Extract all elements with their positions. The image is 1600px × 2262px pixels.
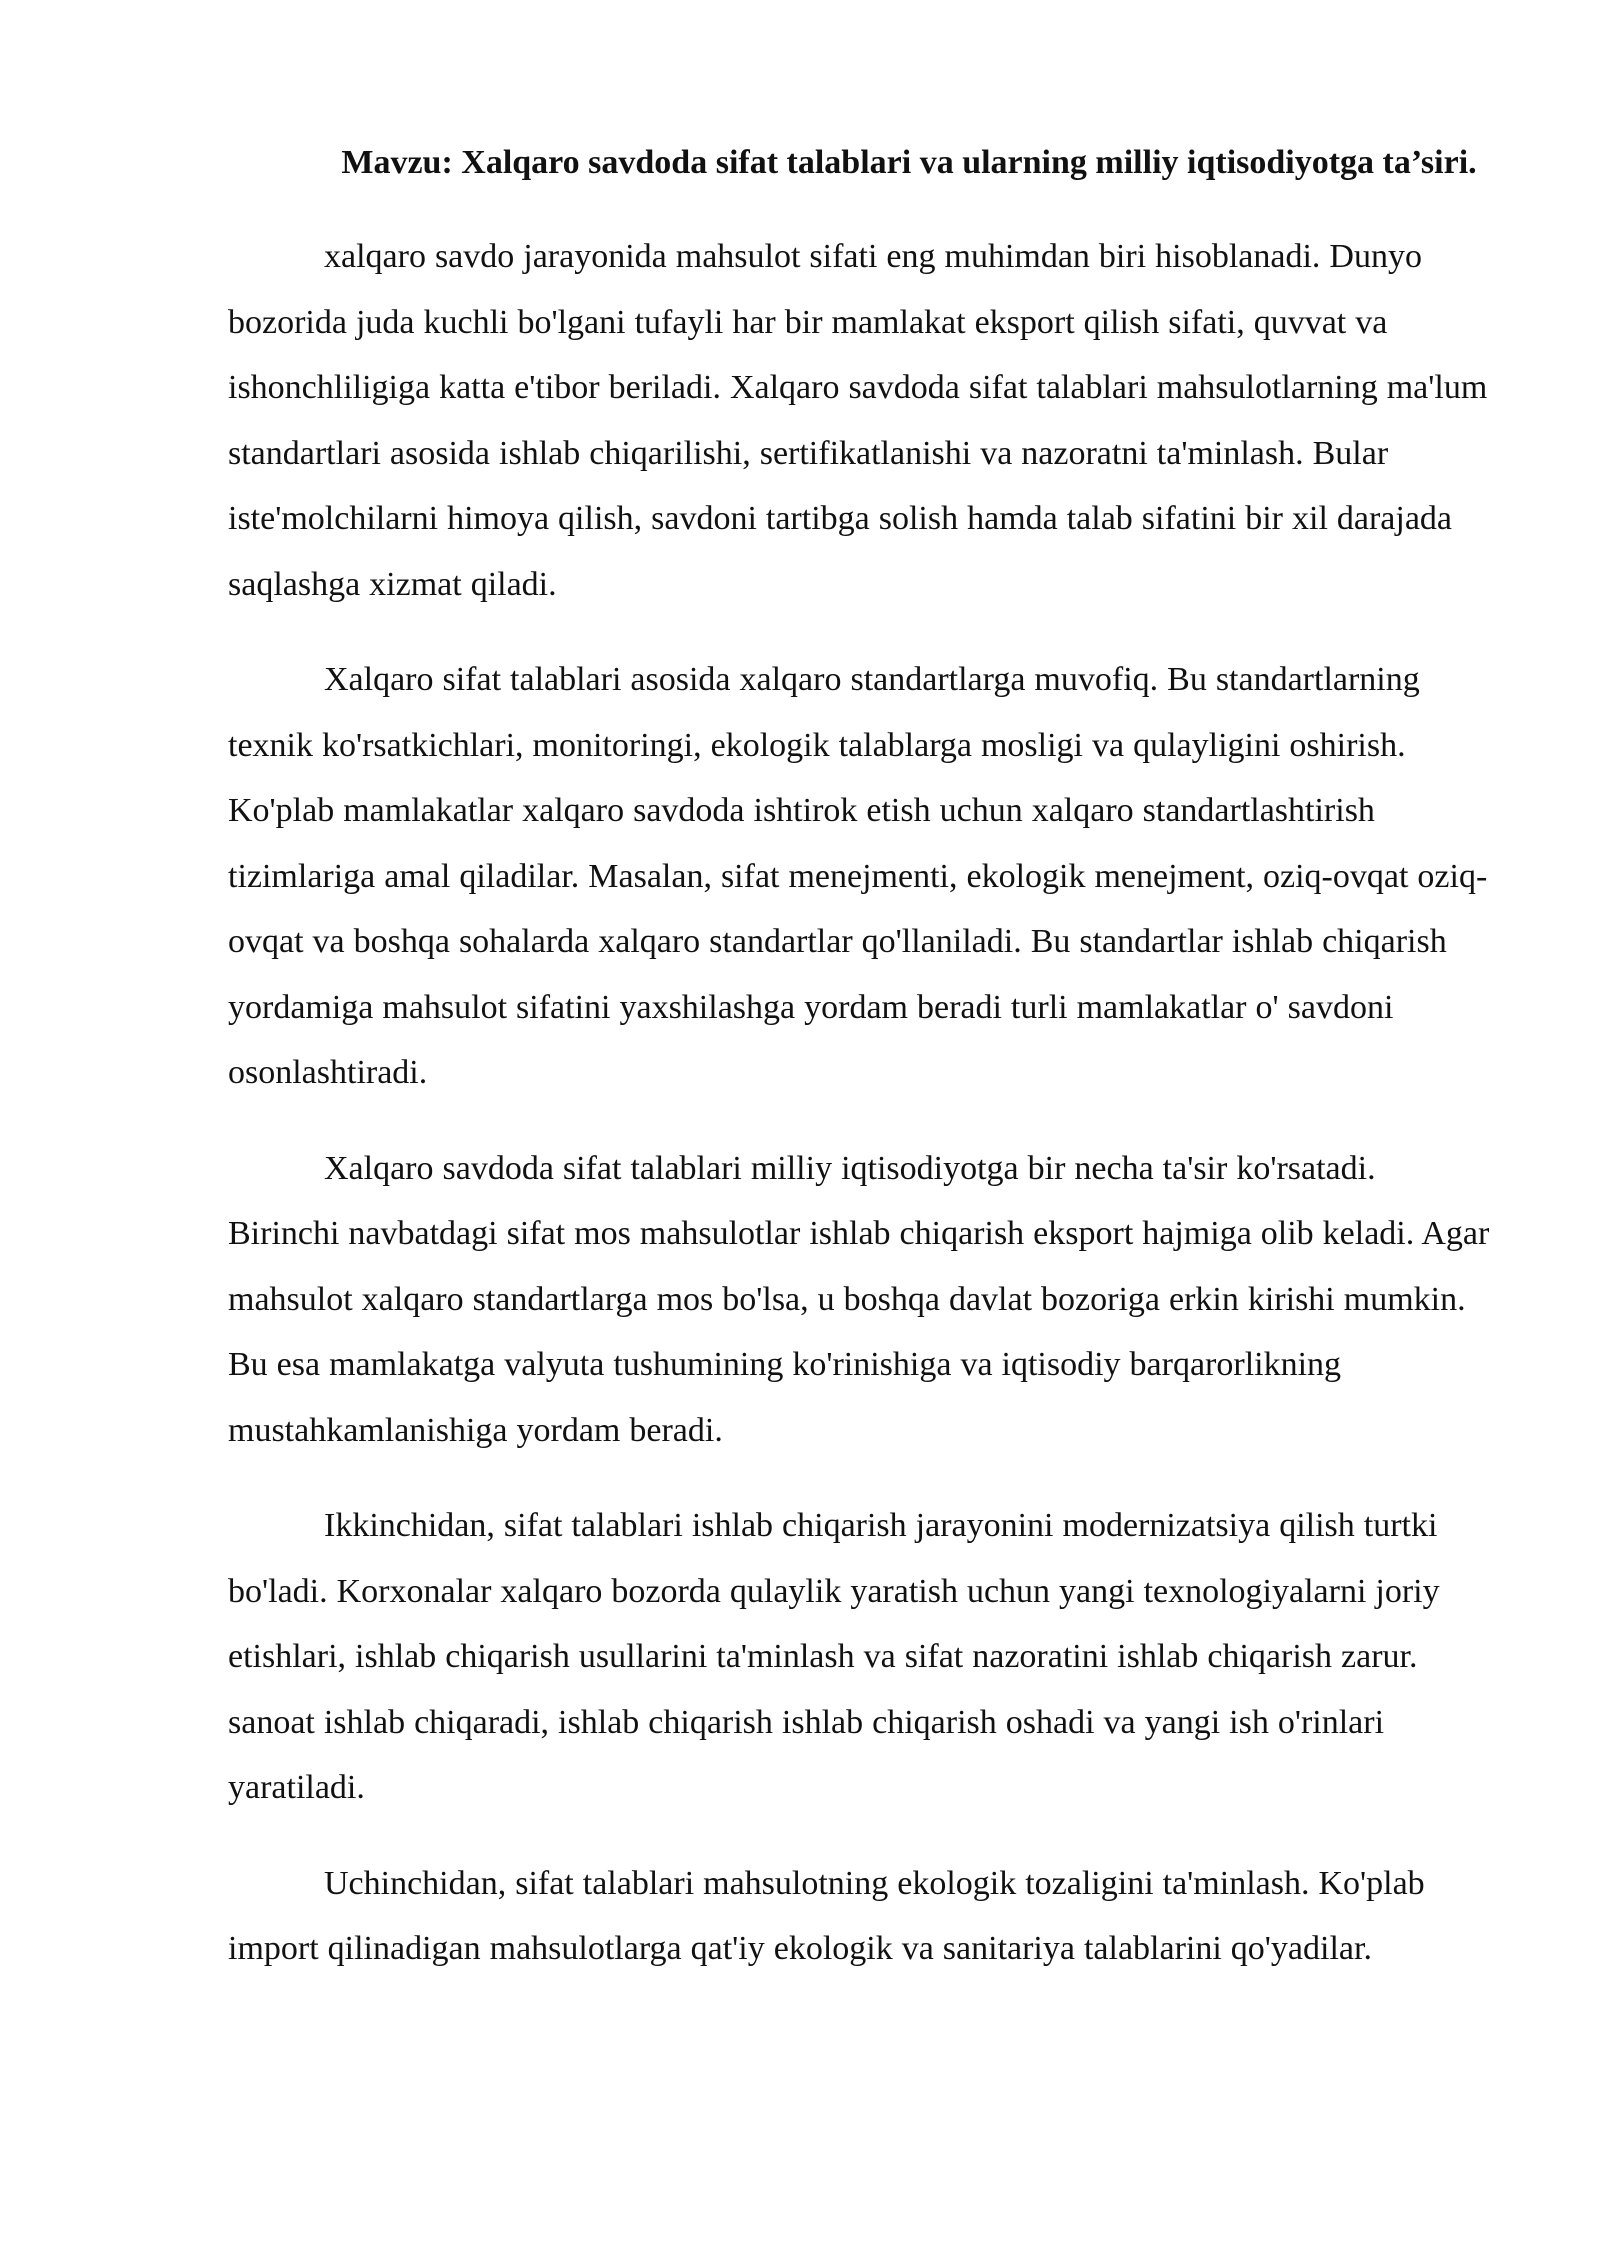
paragraph-2: Xalqaro sifat talablari asosida xalqaro standartlarga muvofiq. Bu standartlarning texnik ko'rsatkichlari, monitoringi, ekologik talablarga mosligi va qulayligini oshirish. Ko'plab mamlakatlar xalqaro savdoda ishtirok etish uchun xalqaro standartlashtirish tizimlariga amal qiladilar. Masalan, sifat menejmenti, ekologik menejment, oziq-ovqat oziq-ovqat va boshqa sohalarda xalqaro standartlar qo'llaniladi. Bu standartlar ishlab chiqarish yordamiga mahsulot sifatini yaxshilashga yordam beradi turli mamlakatlar o' savdoni osonlashtiradi. [228, 661, 1488, 1091]
paragraph-1: xalqaro savdo jarayonida mahsulot sifati eng muhimdan biri hisoblanadi. Dunyo bozorida juda kuchli bo'lgani tufayli har bir mamlakat eksport qilish sifati, quvvat va ishonchliligiga katta e'tibor beriladi. Xalqaro savdoda sifat talablari mahsulotlarning ma'lum standartlari asosida ishlab chiqarilishi, sertifikatlanishi va nazoratni ta'minlash. Bular iste'molchilarni himoya qilish, savdoni tartibga solish hamda talab sifatini bir xil darajada saqlashga xizmat qiladi. [228, 238, 1488, 603]
paragraph-5: Uchinchidan, sifat talablari mahsulotning ekologik tozaligini ta'minlash. Ko'plab import qilinadigan mahsulotlarga qat'iy ekologik va sanitariya talablarini qo'yadilar. [228, 1864, 1425, 1967]
paragraph-3: Xalqaro savdoda sifat talablari milliy iqtisodiyotga bir necha ta'sir ko'rsatadi. Birinchi navbatdagi sifat mos mahsulotlar ishlab chiqarish eksport hajmiga olib keladi. Agar mahsulot xalqaro standartlarga mos bo'lsa, u boshqa davlat bozoriga erkin kirishi mumkin. Bu esa mamlakatga valyuta tushumining ko'rinishiga va iqtisodiy barqarorlikning mustahkamlanishiga yordam beradi. [228, 1149, 1490, 1449]
document-page [228, 130, 1490, 2012]
paragraph-4: Ikkinchidan, sifat talablari ishlab chiqarish jarayonini modernizatsiya qilish turtki bo'ladi. Korxonalar xalqaro bozorda qulaylik yaratish uchun yangi texnologiyalarni joriy etishlari, ishlab chiqarish usullarini ta'minlash va sifat nazoratini ishlab chiqarish zarur. sanoat ishlab chiqaradi, ishlab chiqarish ishlab chiqarish oshadi va yangi ish o'rinlari yaratiladi. [228, 1507, 1440, 1806]
document-title: Mavzu: Xalqaro savdoda sifat talablari va ularning milliy iqtisodiyotga ta’siri. [341, 144, 1477, 181]
